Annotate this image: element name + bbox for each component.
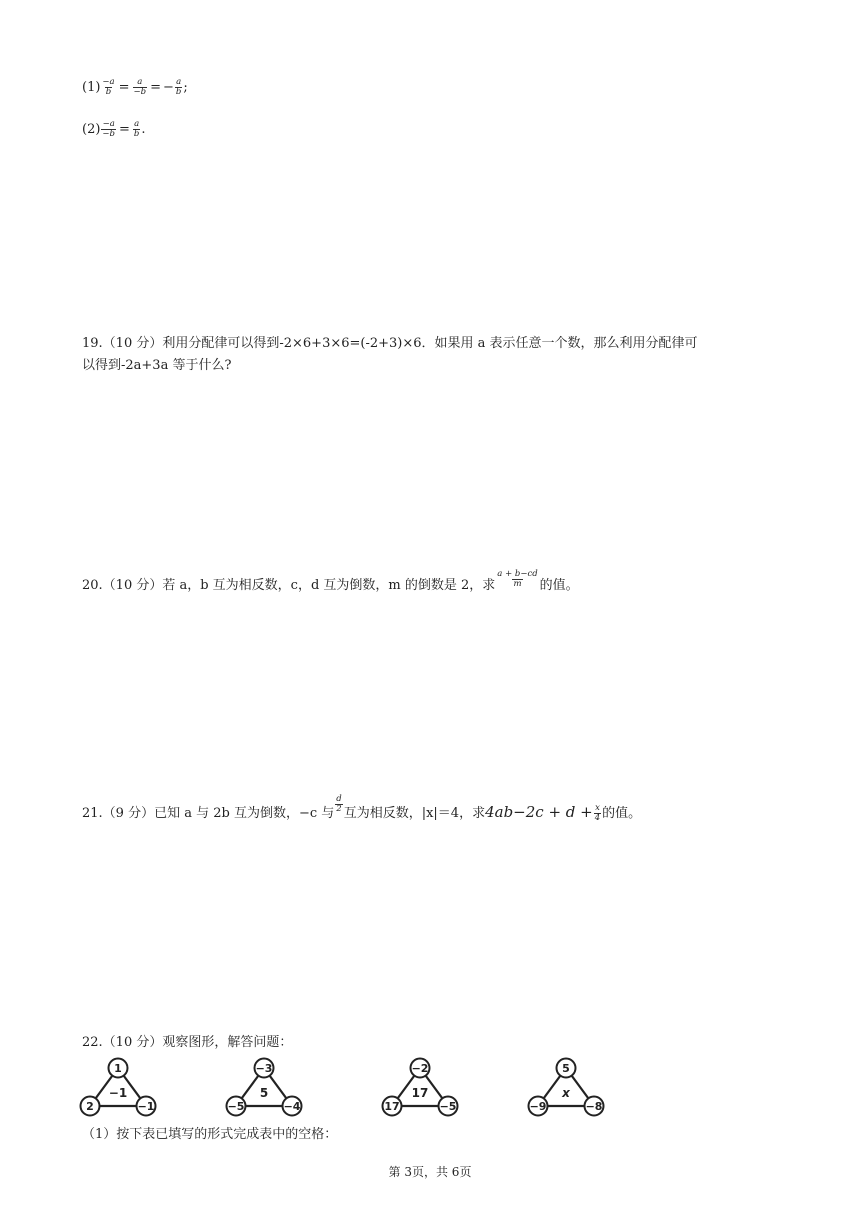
triangle-figure-2 [222, 1056, 306, 1120]
page-footer: 第 3页，共 6页 [388, 1165, 472, 1179]
fraction-expression: $\frac{a + b-cd}{m}$ [497, 569, 538, 589]
proof-part-2: (2) $\frac{-a}{-b}$ = $\frac{a}{b}$ . [82, 119, 146, 139]
part-2-label: (2) [82, 122, 101, 137]
fraction-x-over-4: $\frac{x}{4}$ [594, 803, 601, 823]
fraction-a-over-b: $\frac{a}{b}$ [175, 77, 182, 97]
part-1-label: (1) [82, 80, 101, 95]
fraction-a-over-b: $\frac{a}{b}$ [133, 119, 140, 139]
vertex-value-left: 17 [384, 1100, 400, 1113]
center-value: x [562, 1086, 570, 1100]
question-19-line-1: 19.（10 分）利用分配律可以得到-2×6+3×6=(-2+3)×6．如果用 a 表示任意一个数，那么利用分配律可 [82, 336, 698, 351]
vertex-value-right: −8 [585, 1100, 603, 1113]
question-22-line-1: 22.（10 分）观察图形，解答问题： [82, 1035, 293, 1050]
vertex-value-top: −2 [411, 1062, 429, 1075]
expression: 4ab−2c + d + [485, 803, 593, 821]
vertex-value-right: −4 [283, 1100, 301, 1113]
question-20: 20.（10 分）若 a，b 互为相反数，c，d 互为倒数，m 的倒数是 2，求 $\frac{a + b-cd}{m}$ 的值。 [82, 569, 579, 593]
proof-part-1: (1) $\frac{-a}{b}$ = $\frac{a}{-b}$ = − $\frac{a}{b}$ ; [82, 77, 188, 97]
fraction-minus-a-over-minus-b: $\frac{-a}{-b}$ [102, 119, 115, 139]
triangle-figure-1 [76, 1056, 160, 1120]
vertex-value-left: −9 [529, 1100, 547, 1113]
triangle-figures [76, 1056, 636, 1120]
fraction-d-over-2: $\frac{d}{2}$ [336, 794, 342, 814]
vertex-value-top: −3 [255, 1062, 273, 1075]
vertex-value-left: 2 [86, 1100, 94, 1113]
question-21: 21.（9 分）已知 a 与 2b 互为倒数，−c 与 $\frac{d}{2}$ 互为相反数，|x|＝4，求4ab−2c + d + $\frac{x}{4}$ 的值。 [82, 794, 642, 823]
vertex-value-right: −1 [137, 1100, 155, 1113]
fraction-minus-a-over-b: $\frac{-a}{b}$ [102, 77, 115, 97]
vertex-value-top: 5 [562, 1062, 570, 1075]
question-19-line-2: 以得到-2a+3a 等于什么? [82, 358, 232, 373]
triangle-figure-3 [378, 1056, 462, 1120]
question-22-sub-1: （1）按下表已填写的形式完成表中的空格： [82, 1127, 338, 1142]
fraction-a-over-minus-b: $\frac{a}{-b}$ [133, 77, 147, 97]
vertex-value-right: −5 [439, 1100, 457, 1113]
vertex-value-top: 1 [114, 1062, 122, 1075]
center-value: 5 [259, 1086, 269, 1100]
center-value: −1 [108, 1086, 128, 1100]
triangle-figure-4 [524, 1056, 608, 1120]
center-value: 17 [411, 1086, 429, 1100]
vertex-value-left: −5 [227, 1100, 245, 1113]
